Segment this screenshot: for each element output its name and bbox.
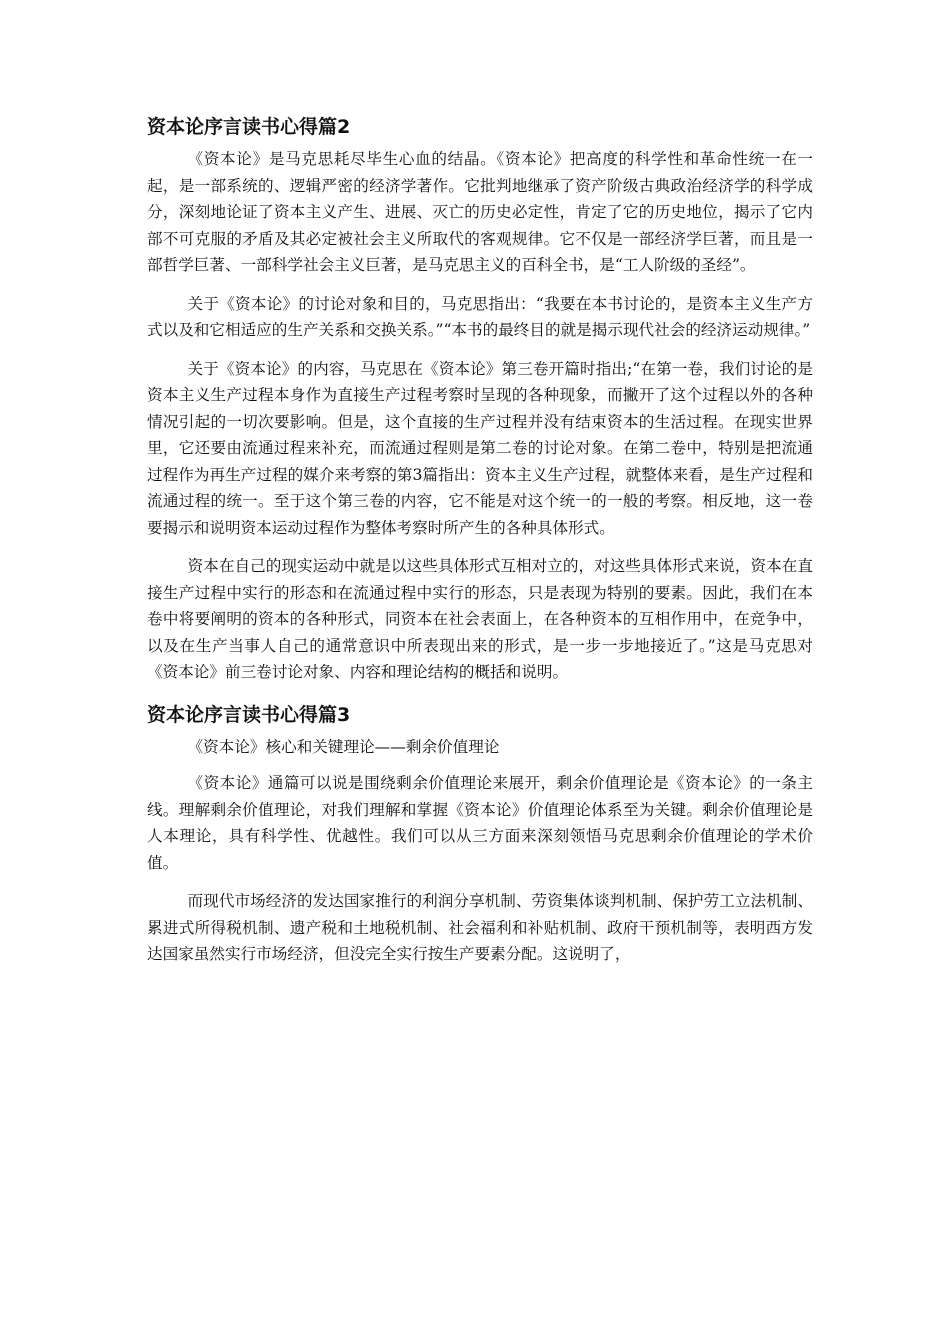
paragraph: 而现代市场经济的发达国家推行的利润分享机制、劳资集体谈判机制、保护劳工立法机制、累进式所得税机制、遗产税和土地税机制、社会福利和补贴机制、政府干预机制等，表明西方发达国家虽然实行市场经济，但没完全实行按生产要素分配。这说明了， bbox=[147, 892, 813, 963]
paragraph: 《资本论》通篇可以说是围绕剩余价值理论来展开，剩余价值理论是《资本论》的一条主线。理解剩余价值理论，对我们理解和掌握《资本论》价值理论体系至为关键。剩余价值理论是人本理论，具有科学性、优越性。我们可以从三方面来深刻领悟马克思剩余价值理论的学术价值。 bbox=[147, 774, 813, 872]
section-title: 资本论序言读书心得篇3 bbox=[147, 703, 351, 726]
section-subtitle: 《资本论》核心和关键理论——剩余价值理论 bbox=[187, 737, 500, 756]
paragraph: 资本在自己的现实运动中就是以这些具体形式互相对立的，对这些具体形式来说，资本在直接生产过程中实行的形态和在流通过程中实行的形态，只是表现为特别的要素。因此，我们在本卷中将要阐明的资本的各种形式，同资本在社会表面上，在各种资本的互相作用中，在竞争中，以及在生产当事人自己的通常意识中所表现出来的形式，是一步一步地接近了。”这是马克思对《资本论》前三卷讨论对象、内容和理论结构的概括和说明。 bbox=[147, 557, 813, 681]
paragraph: 关于《资本论》的内容，马克思在《资本论》第三卷开篇时指出;“在第一卷，我们讨论的是资本主义生产过程本身作为直接生产过程考察时呈现的各种现象，而撇开了这个过程以外的各种情况引起的一切次要影响。但是，这个直接的生产过程并没有结束资本的生活过程。在现实世界里，它还要由流通过程来补充，而流通过程则是第二卷的讨论对象。在第二卷中，特别是把流通过程作为再生产过程的媒介来考察的第3篇指出：资本主义生产过程，就整体来看，是生产过程和流通过程的统一。至于这个第三卷的内容，它不能是对这个统一的一般的考察。相反地，这一卷要揭示和说明资本运动过程作为整体考察时所产生的各种具体形式。 bbox=[147, 359, 813, 537]
section-title: 资本论序言读书心得篇2 bbox=[147, 116, 351, 138]
paragraph: 关于《资本论》的讨论对象和目的，马克思指出：“我要在本书讨论的，是资本主义生产方式以及和它相适应的生产关系和交换关系。”“本书的最终目的就是揭示现代社会的经济运动规律。” bbox=[147, 294, 813, 339]
paragraph: 《资本论》是马克思耗尽毕生心血的结晶。《资本论》把高度的科学性和革命性统一在一起，是一部系统的、逻辑严密的经济学著作。它批判地继承了资产阶级古典政治经济学的科学成分，深刻地论证了资本主义产生、进展、灭亡的历史必定性，肯定了它的历史地位，揭示了它内部不可克服的矛盾及其必定被社会主义所取代的客观规律。它不仅是一部经济学巨著，而且是一部哲学巨著、一部科学社会主义巨著，是马克思主义的百科全书，是“工人阶级的圣经”。 bbox=[147, 150, 813, 274]
document-page bbox=[147, 112, 813, 980]
